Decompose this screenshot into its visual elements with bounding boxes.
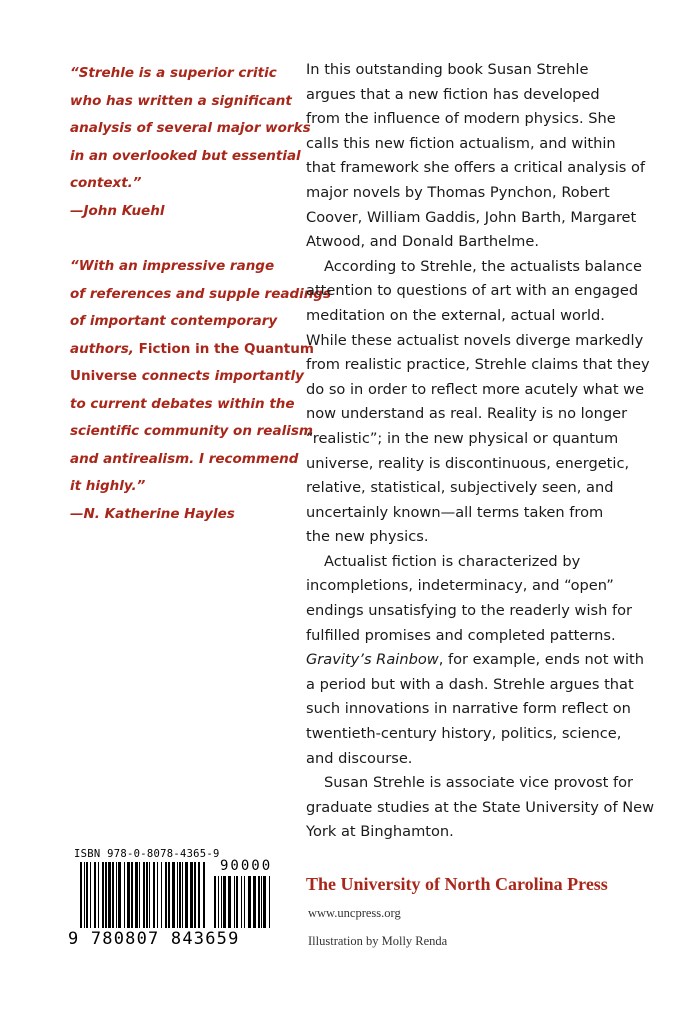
blurb-kuehl (70, 60, 311, 225)
description-line: the new physics. (306, 528, 429, 546)
barcode-bar (157, 862, 158, 928)
blurb-attribution: —John Kuehl (70, 202, 165, 219)
barcode-bar (218, 876, 219, 928)
barcode-bar (198, 862, 200, 928)
barcode-bar (236, 876, 238, 928)
barcode-bar (258, 876, 260, 928)
blurb-line: it highly.” (70, 478, 146, 494)
barcode-bar (261, 876, 262, 928)
barcode-bar (168, 862, 170, 928)
barcode-bar (221, 876, 222, 928)
description-paragraph-1 (306, 58, 646, 255)
barcode-bar (194, 862, 196, 928)
description-line: York at Binghamton. (306, 823, 454, 841)
barcode-bar (269, 876, 270, 928)
description-line: Actualist fiction is characterized by (324, 552, 581, 570)
barcode-bar (135, 862, 138, 928)
description-line: twentieth-century history, politics, science, (306, 725, 622, 743)
barcode-digits: 9 780807 843659 (68, 929, 240, 949)
barcode-bar (108, 862, 111, 928)
description-line: uncertainly known—all terms taken from (306, 503, 604, 521)
blurb-line: and antirealism. I recommend (70, 450, 299, 467)
barcode-bar (105, 862, 107, 928)
barcode-bar (80, 862, 82, 928)
barcode-bar (234, 876, 235, 928)
book-title-inline: Universe (70, 368, 138, 384)
barcode-bar (94, 862, 96, 928)
description-line: “realistic”; in the new physical or quantum (306, 429, 619, 447)
book-title-italic: Gravity’s Rainbow (306, 651, 439, 669)
description-line: and discourse. (306, 749, 413, 767)
barcode-bar (98, 862, 99, 928)
blurb-line: “Strehle is a superior critic (70, 65, 277, 81)
barcode-bar (214, 876, 216, 928)
blurbs-column (70, 60, 332, 528)
barcode-bar (185, 862, 188, 928)
description-line: do so in order to reflect more acutely what we (306, 380, 645, 398)
description-text: , for example, ends not with (438, 651, 645, 669)
barcode-bar (223, 876, 226, 928)
blurb-line-composite (70, 363, 304, 391)
description-line: meditation on the external, actual world. (306, 306, 605, 324)
illustration-credit: Illustration by Molly Renda (308, 934, 448, 948)
blurb-line: of references and supple readings (70, 285, 332, 302)
barcode-bar (124, 862, 125, 928)
description-line: fulfilled promises and completed patterns. (306, 626, 616, 644)
barcode-bar (153, 862, 155, 928)
barcode-bar (127, 862, 130, 928)
blurb-line-composite (70, 336, 314, 364)
description-line: Atwood, and Donald Barthelme. (306, 233, 539, 251)
barcode-bar (102, 862, 104, 928)
barcode-bar (177, 862, 178, 928)
barcode-bar (131, 862, 133, 928)
barcode-bar (139, 862, 140, 928)
barcode-bar (228, 876, 231, 928)
barcode-bar (241, 876, 242, 928)
description-line: Coover, William Gaddis, John Barth, Margaret (306, 208, 637, 226)
description-line-composite (306, 648, 645, 673)
description-line: argues that a new fiction has developed (306, 85, 600, 103)
barcode-addon-digits: 90000 (220, 858, 273, 874)
barcode-bar (244, 876, 245, 928)
barcode-bar (248, 876, 251, 928)
barcode-bar (84, 862, 85, 928)
description-line: endings unsatisfying to the readerly wish for (306, 602, 633, 620)
barcode-bar (263, 876, 266, 928)
description-paragraph-2 (306, 255, 650, 550)
barcode-bar (86, 862, 88, 928)
isbn-label: ISBN 978-0-8078-4365-9 (74, 848, 220, 860)
description-line: calls this new fiction actualism, and within (306, 134, 616, 152)
blurb-line: of important contemporary (70, 313, 278, 329)
description-line: In this outstanding book Susan Strehle (306, 61, 589, 78)
barcode-bar (146, 862, 148, 928)
blurb-line: to current debates within the (70, 395, 295, 412)
barcode-bar (149, 862, 150, 928)
barcode-bar (203, 862, 205, 928)
description-line: major novels by Thomas Pynchon, Robert (306, 183, 610, 201)
blurb-line: in an overlooked but essential (70, 147, 301, 164)
barcode-addon (214, 876, 272, 928)
barcode-bar (90, 862, 91, 928)
publisher-url: www.uncpress.org (308, 906, 401, 920)
description-line: relative, statistical, subjectively seen, and (306, 479, 614, 497)
description-line: universe, reality is discontinuous, energetic, (306, 454, 630, 472)
description-line: While these actualist novels diverge markedly (306, 331, 644, 349)
barcode-bar (143, 862, 145, 928)
description-line: Susan Strehle is associate vice provost for (324, 774, 634, 792)
description-line: graduate studies at the State University of New (306, 798, 655, 816)
blurb-hayles (70, 253, 332, 528)
description-line: now understand as real. Reality is no longer (306, 405, 628, 423)
blurb-line: “With an impressive range (70, 258, 275, 274)
publisher-name: The University of North Carolina Press (306, 874, 608, 894)
description-paragraph-4 (306, 771, 655, 845)
blurb-attribution: —N. Katherine Hayles (70, 505, 235, 522)
barcode-bar (118, 862, 121, 928)
barcode-bar (253, 876, 256, 928)
description-line: from the influence of modern physics. She (306, 110, 616, 128)
barcode-bar (161, 862, 162, 928)
blurb-spacer (70, 225, 280, 253)
description-line: such innovations in narrative form reflect on (306, 700, 631, 718)
blurb-line: analysis of several major works (70, 120, 311, 136)
barcode-bar (179, 862, 181, 928)
blurb-text: authors, (70, 340, 134, 357)
description-line: attention to questions of art with an engaged (306, 282, 639, 300)
description-line: incompletions, indeterminacy, and “open” (306, 577, 614, 595)
description-line: from realistic practice, Strehle claims that they (306, 356, 650, 374)
description-line: a period but with a dash. Strehle argues that (306, 675, 634, 693)
barcode-bar (190, 862, 193, 928)
description-line: that framework she offers a critical analysis of (306, 159, 646, 177)
barcode-main (80, 862, 206, 928)
barcode-bar (112, 862, 114, 928)
description-line: According to Strehle, the actualists balance (324, 257, 643, 275)
barcode-bar (116, 862, 117, 928)
barcode-bar (165, 862, 167, 928)
description-paragraph-3 (306, 550, 645, 771)
barcode-bar (172, 862, 175, 928)
book-title-inline: Fiction in the Quantum (138, 340, 314, 357)
blurb-line: who has written a significant (70, 92, 292, 109)
blurb-line: context.” (70, 175, 142, 191)
book-description (306, 58, 655, 845)
blurb-line: scientific community on realism (70, 423, 313, 439)
barcode-bar (182, 862, 183, 928)
blurb-text: connects importantly (141, 368, 304, 384)
